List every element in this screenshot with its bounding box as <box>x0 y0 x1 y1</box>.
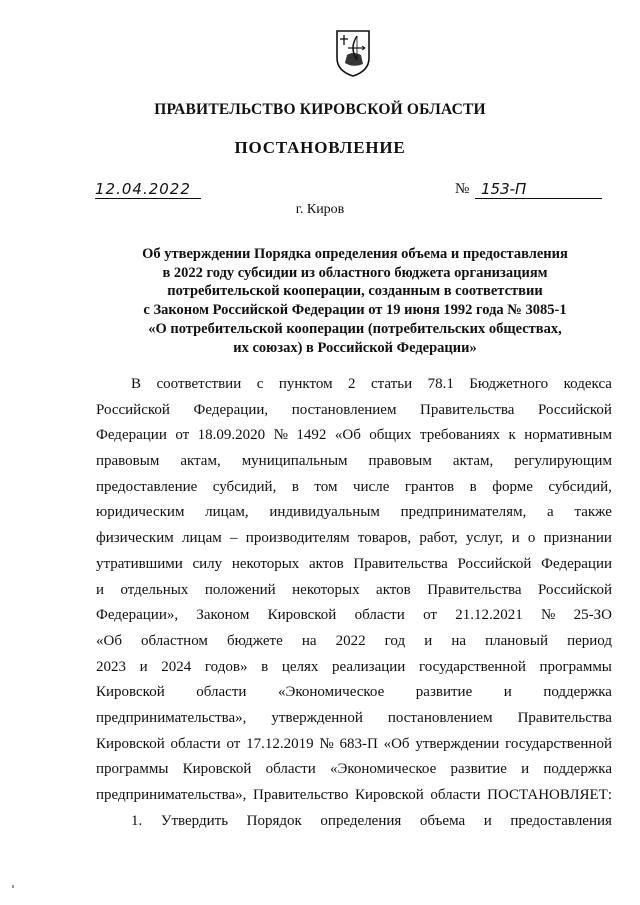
document-title <box>120 245 590 357</box>
document-type-heading: ПОСТАНОВЛЕНИЕ <box>234 138 406 157</box>
title-line: с Законом Российской Федерации от 19 июня 1992 года № 3085-1 <box>143 302 567 319</box>
coat-of-arms-icon <box>333 28 373 78</box>
preamble-line: и отдельных положений некоторых актов Правительства Российской <box>96 581 612 598</box>
preamble-line: утратившими силу некоторых актов Правительства Российской Федерации <box>96 555 612 572</box>
preamble-line: предоставление субсидий, в том числе грантов в форме субсидий, <box>96 478 612 495</box>
preamble-line: Российской Федерации, постановлением Правительства Российской <box>96 401 612 418</box>
document-place: г. Киров <box>295 202 345 217</box>
preamble-line: «Об областном бюджете на 2022 год и на плановый период <box>96 632 612 649</box>
document-number-label: № <box>455 181 470 197</box>
title-line: в 2022 году субсидии из областного бюджета организациям <box>162 264 548 281</box>
preamble-line: Федерации от 18.09.2020 № 1492 «Об общих требованиях к нормативным <box>96 427 612 444</box>
title-line: Об утверждении Порядка определения объема и предоставления <box>142 246 568 262</box>
document-body <box>96 372 612 834</box>
preamble-line: предпринимательства», утвержденной постановлением Правительства <box>96 709 612 726</box>
preamble-line: юридическим лицам, индивидуальным предпринимателям, а также <box>96 504 612 521</box>
organization-heading: ПРАВИТЕЛЬСТВО КИРОВСКОЙ ОБЛАСТИ <box>154 101 486 118</box>
preamble-line: В соответствии с пунктом 2 статьи 78.1 Бюджетного кодекса <box>131 376 612 392</box>
document-number: 153-П <box>475 180 602 199</box>
preamble-line: программы Кировской области «Экономическое развитие и поддержка <box>96 761 612 778</box>
scan-artifact <box>12 885 14 888</box>
item-1-line: 1. Утвердить Порядок определения объема и предоставления <box>131 812 612 829</box>
preamble-line: предпринимательства», Правительство Кировской области ПОСТАНОВЛЯЕТ: <box>96 787 612 803</box>
preamble-line: Федерации», Законом Кировской области от 21.12.2021 № 25-ЗО <box>96 607 612 624</box>
preamble-line: Кировской области от 17.12.2019 № 683-П «Об утверждении государственной <box>96 735 612 752</box>
document-date: 12.04.2022 <box>95 180 201 199</box>
title-line: «О потребительской кооперации (потребительских обществах, <box>148 320 562 337</box>
preamble-line: физическим лицам – производителям товаров, работ, услуг, и о признании <box>96 530 612 547</box>
preamble-line: 2023 и 2024 годов» в целях реализации государственной программы <box>96 658 612 675</box>
preamble-line: правовым актам, муниципальным правовым актам, регулирующим <box>96 453 612 470</box>
title-line: их союзах) в Российской Федерации» <box>233 339 477 356</box>
title-line: потребительской кооперации, созданным в соответствии <box>167 283 543 300</box>
preamble-line: Кировской области «Экономическое развитие и поддержка <box>96 684 612 701</box>
